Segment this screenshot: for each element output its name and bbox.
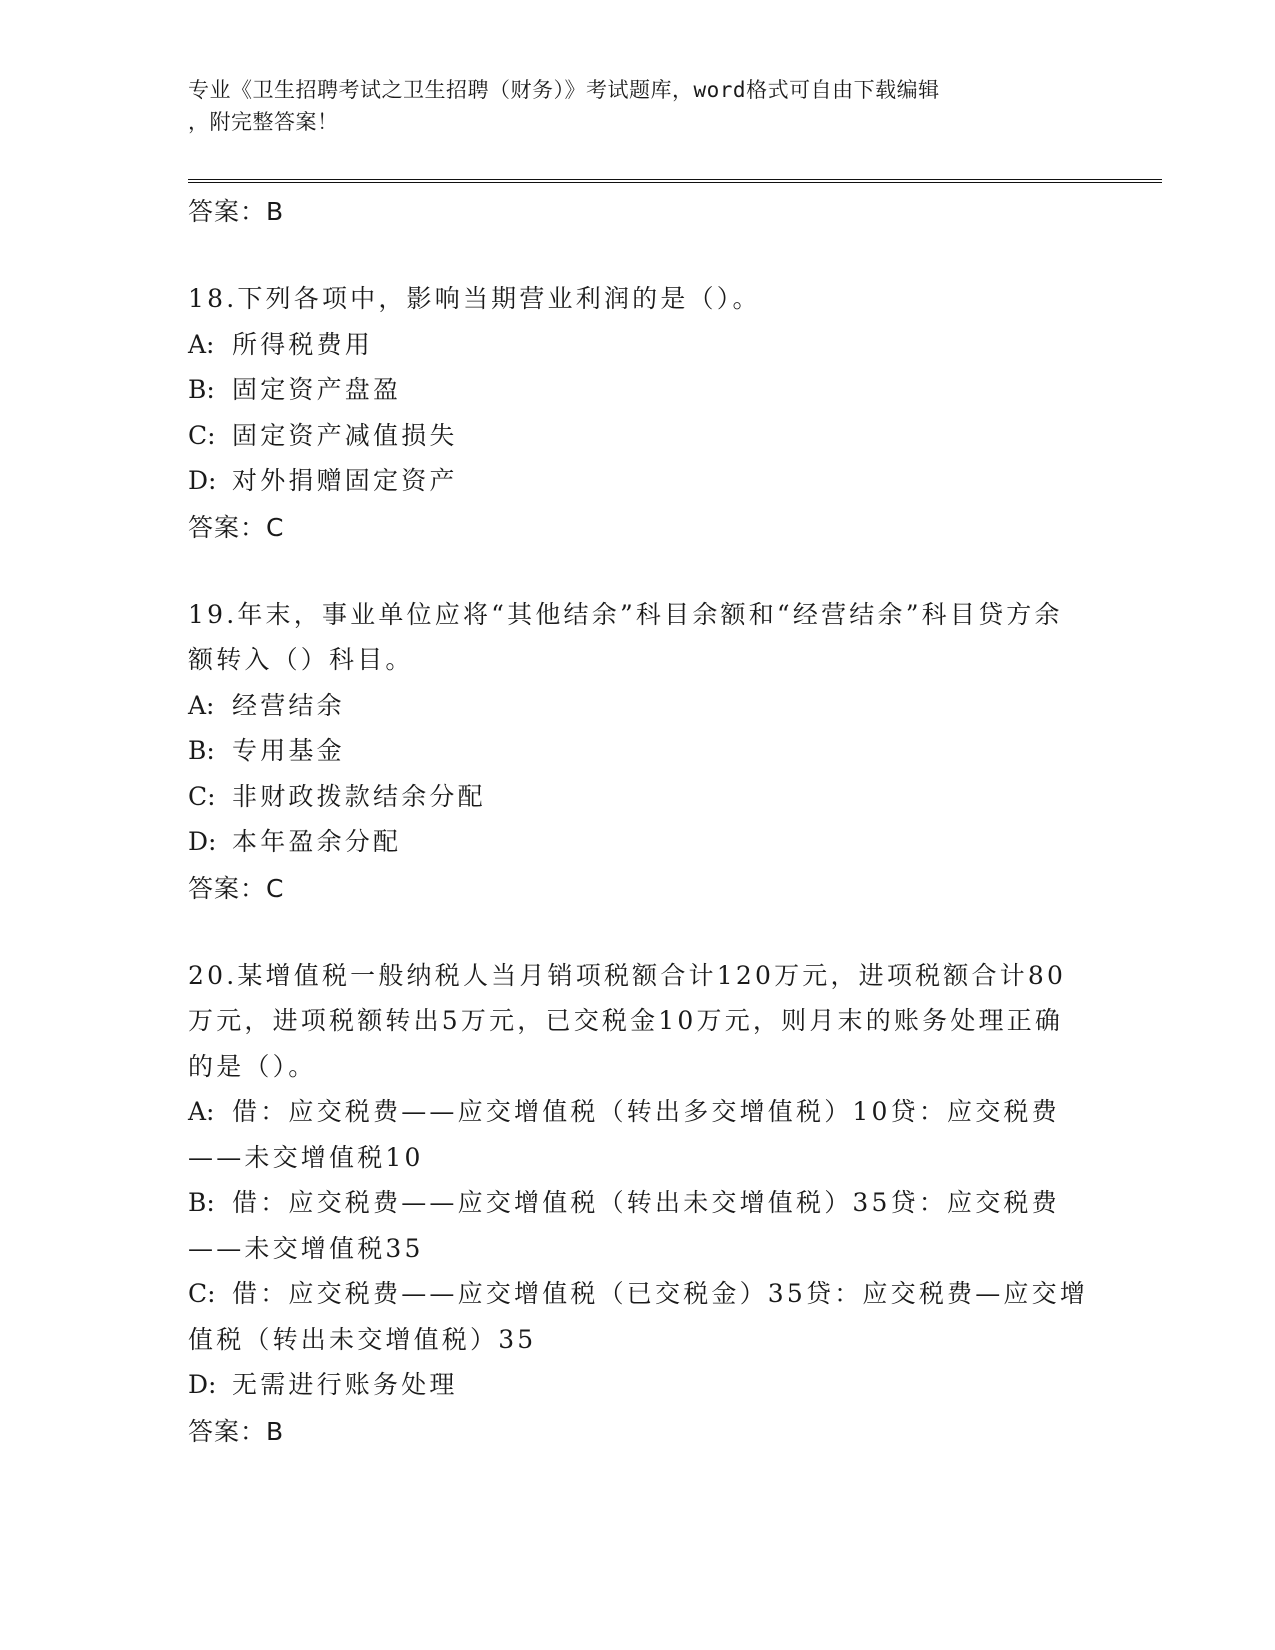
- option-letter: B:: [188, 736, 215, 765]
- answer: 答案：B: [188, 1416, 285, 1446]
- option-letter: D:: [188, 466, 217, 495]
- option-d: [188, 819, 1088, 865]
- question-stem: 18.下列各项中，影响当期营业利润的是（）。: [188, 284, 761, 313]
- option-d: [188, 458, 1088, 504]
- option-letter: C:: [188, 420, 216, 450]
- option-text: 经营结余: [232, 690, 345, 720]
- option-text: 非财政拨款结余分配: [232, 781, 486, 811]
- option-a: [188, 1089, 1088, 1180]
- spacer: [188, 552, 1088, 592]
- option-c: [188, 413, 1088, 459]
- option-letter: C:: [188, 1279, 216, 1308]
- option-text: 借：应交税费——应交增值税（转出多交增值税）10贷：应交税费——未交增值税10: [188, 1097, 1060, 1172]
- option-text: 借：应交税费——应交增值税（转出未交增值税）35贷：应交税费——未交增值税35: [188, 1188, 1060, 1263]
- option-letter: A:: [188, 1097, 215, 1126]
- document-header: [188, 74, 1088, 138]
- option-text: 对外捐赠固定资产: [232, 466, 458, 495]
- option-letter: B:: [188, 1188, 215, 1217]
- option-text: 无需进行账务处理: [232, 1370, 458, 1399]
- option-b: [188, 367, 1088, 413]
- header-line-1: 专业《卫生招聘考试之卫生招聘（财务）》考试题库，word格式可自由下载编辑: [188, 78, 940, 102]
- answer: 答案：C: [188, 873, 285, 903]
- option-letter: D:: [188, 827, 217, 856]
- spacer: [188, 913, 1088, 953]
- question-stem: 20.某增值税一般纳税人当月销项税额合计120万元，进项税额合计80万元，进项税额转出5万元，已交税金10万元，则月末的账务处理正确的是（）。: [188, 960, 1067, 1081]
- option-text: 所得税费用: [232, 329, 374, 359]
- answer-previous-question: 答案：B: [188, 197, 285, 226]
- header-line-2: ，附完整答案！: [188, 110, 339, 134]
- question-19: [188, 592, 1088, 913]
- option-letter: A:: [188, 329, 215, 359]
- question-stem: 19.年末，事业单位应将“其他结余”科目余额和“经营结余”科目贷方余额转入（）科目。: [188, 599, 1063, 674]
- answer: 答案：C: [188, 512, 285, 542]
- option-b: [188, 728, 1088, 774]
- option-letter: B:: [188, 375, 215, 404]
- option-a: [188, 322, 1088, 368]
- option-text: 借：应交税费——应交增值税（已交税金）35贷：应交税费—应交增值税（转出未交增值税）35: [188, 1279, 1089, 1354]
- option-text: 固定资产盘盈: [232, 375, 402, 404]
- document-body: [188, 188, 1088, 1456]
- option-c: [188, 1271, 1088, 1362]
- option-text: 专用基金: [232, 736, 345, 765]
- question-18: [188, 276, 1088, 552]
- spacer: [188, 236, 1088, 276]
- option-letter: D:: [188, 1370, 217, 1399]
- option-c: [188, 774, 1088, 820]
- option-a: [188, 683, 1088, 729]
- option-letter: A:: [188, 690, 215, 720]
- option-b: [188, 1180, 1088, 1271]
- option-text: 本年盈余分配: [232, 827, 402, 856]
- option-letter: C:: [188, 781, 216, 811]
- option-d: [188, 1362, 1088, 1408]
- header-divider: [188, 179, 1162, 183]
- option-text: 固定资产减值损失: [232, 420, 458, 450]
- question-20: [188, 953, 1088, 1456]
